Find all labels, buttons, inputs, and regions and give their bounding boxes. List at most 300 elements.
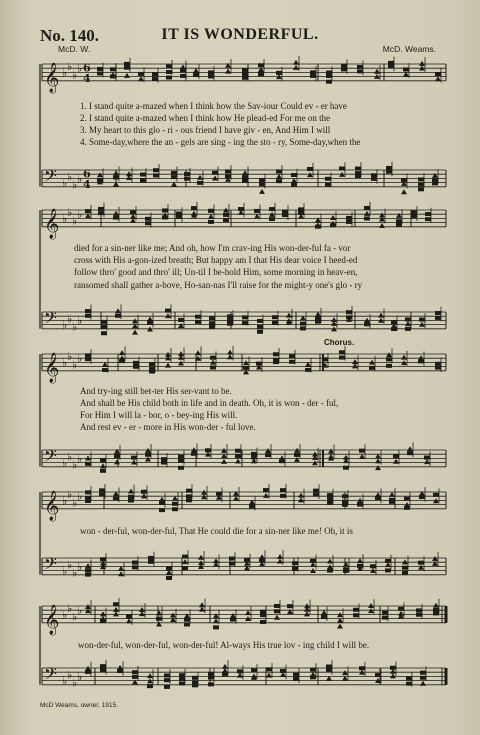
- note-head: [433, 611, 439, 615]
- note-head: [402, 571, 408, 575]
- note-head: [321, 614, 327, 618]
- note-head: [294, 457, 300, 462]
- note-head: [433, 603, 439, 608]
- note-head: [420, 681, 426, 686]
- treble-clef: 𝄞: [44, 208, 60, 239]
- note-head: [197, 181, 203, 185]
- note-head: [85, 573, 91, 577]
- note-head: [257, 330, 263, 334]
- note-head: [416, 613, 422, 617]
- note-head: [389, 500, 395, 504]
- note-head: [327, 501, 333, 505]
- note-head: [391, 327, 397, 331]
- key-signature-flat: ♭: [72, 676, 78, 690]
- note-head: [435, 362, 441, 366]
- note-head: [164, 685, 170, 689]
- note-head: [164, 674, 170, 678]
- note-head: [286, 313, 292, 318]
- bass-clef: 𝄢: [44, 445, 57, 470]
- note-head: [257, 319, 263, 323]
- note-head: [251, 668, 257, 672]
- note-head: [393, 459, 399, 464]
- note-head: [280, 488, 286, 492]
- key-signature-flat: ♭: [72, 496, 78, 510]
- note-head: [401, 355, 407, 360]
- note-head: [131, 456, 137, 460]
- note-head: [337, 624, 343, 629]
- note-head: [398, 607, 404, 611]
- note-head: [193, 73, 199, 77]
- note-head: [339, 356, 345, 360]
- note-head: [213, 613, 219, 618]
- note-head: [273, 352, 279, 356]
- note-head: [184, 172, 190, 176]
- note-head: [85, 490, 91, 494]
- note-head: [182, 559, 188, 564]
- note-head: [172, 507, 178, 511]
- note-head: [132, 670, 138, 674]
- note-head: [371, 177, 377, 181]
- note-head: [147, 684, 153, 688]
- note-head: [128, 495, 134, 499]
- note-head: [99, 493, 105, 497]
- note-head: [114, 459, 120, 464]
- note-head: [279, 459, 285, 463]
- note-head: [375, 458, 381, 463]
- note-head: [227, 350, 233, 355]
- note-head: [235, 449, 241, 453]
- note-head: [195, 320, 201, 324]
- note-head: [179, 677, 185, 681]
- note-head: [382, 616, 388, 620]
- note-head: [199, 602, 205, 607]
- note-head: [364, 322, 370, 326]
- treble-clef: 𝄞: [44, 604, 60, 635]
- note-head: [133, 365, 139, 369]
- key-signature-flat: ♭: [62, 176, 68, 190]
- note-head: [118, 571, 124, 576]
- note-head: [85, 462, 91, 466]
- note-head: [263, 488, 269, 492]
- key-signature-flat: ♭: [67, 488, 73, 502]
- key-signature-flat: ♭: [62, 66, 68, 80]
- note-head: [418, 187, 424, 191]
- note-head: [411, 210, 417, 214]
- note-head: [85, 499, 91, 503]
- note-head: [128, 499, 134, 503]
- note-head: [115, 314, 121, 318]
- note-head: [97, 71, 103, 75]
- lyric-line: 1. I stand quite a-mazed when I think how the Sav-iour Could ev - er have: [80, 101, 347, 111]
- note-head: [221, 448, 227, 453]
- note-head: [364, 216, 370, 220]
- lyric-line: cross with His a-gon-ized breath; But happy am I that His dear voice I heed-ed: [74, 255, 358, 265]
- note-head: [166, 76, 172, 80]
- note-head: [257, 325, 263, 329]
- note-head: [178, 323, 184, 328]
- note-head: [359, 449, 365, 453]
- note-head: [379, 223, 385, 228]
- note-head: [198, 555, 204, 560]
- bass-clef: 𝄢: [44, 307, 57, 332]
- note-head: [113, 497, 119, 501]
- note-head: [85, 670, 91, 674]
- note-head: [235, 454, 241, 458]
- note-head: [315, 320, 321, 324]
- note-head: [229, 557, 235, 561]
- note-head: [100, 611, 106, 616]
- note-head: [115, 308, 121, 313]
- lyric-line: And try-ing still bet-ter His ser-vant to be.: [80, 386, 232, 396]
- note-head: [258, 72, 264, 76]
- note-head: [327, 497, 333, 501]
- note-head: [274, 615, 280, 620]
- note-head: [126, 614, 132, 618]
- note-head: [131, 459, 137, 464]
- note-head: [178, 318, 184, 322]
- note-head: [374, 69, 380, 74]
- note-head: [172, 502, 178, 506]
- note-head: [407, 451, 413, 455]
- note-head: [199, 607, 205, 612]
- key-signature-flat: ♭: [67, 312, 73, 326]
- key-signature-flat: ♭: [72, 358, 78, 372]
- note-head: [369, 366, 375, 370]
- note-head: [386, 352, 392, 357]
- note-head: [254, 209, 260, 213]
- note-head: [276, 179, 282, 183]
- note-head: [212, 171, 218, 175]
- key-signature-flat: ♭: [62, 318, 68, 332]
- note-head: [368, 608, 374, 613]
- note-head: [191, 206, 197, 210]
- note-head: [178, 455, 184, 459]
- note-head: [396, 213, 402, 218]
- key-signature-flat: ♭: [62, 608, 68, 622]
- note-head: [321, 610, 327, 615]
- note-head: [269, 217, 275, 221]
- bass-clef: 𝄢: [44, 165, 57, 190]
- note-head: [148, 560, 154, 564]
- note-head: [293, 60, 299, 65]
- note-head: [184, 618, 190, 622]
- key-signature-flat: ♭: [77, 172, 83, 186]
- time-signature-bottom: 4: [83, 177, 91, 191]
- note-head: [307, 172, 313, 177]
- note-head: [353, 608, 359, 612]
- note-head: [327, 569, 333, 573]
- note-head: [425, 212, 431, 216]
- note-head: [435, 366, 441, 370]
- lyric-line: 3. My heart to this glo - ri - ous friend I have giv - en, And Him I will: [80, 125, 331, 135]
- note-head: [277, 559, 283, 564]
- note-head: [258, 63, 264, 67]
- note-head: [242, 72, 248, 76]
- note-head: [124, 66, 130, 70]
- note-head: [97, 172, 103, 177]
- note-head: [166, 576, 172, 580]
- note-head: [132, 675, 138, 679]
- note-head: [110, 67, 116, 71]
- key-signature-flat: ♭: [67, 602, 73, 616]
- note-head: [291, 182, 297, 186]
- note-head: [272, 321, 278, 325]
- note-head: [419, 61, 425, 66]
- note-head: [101, 331, 107, 335]
- note-head: [386, 166, 392, 170]
- note-head: [249, 504, 255, 508]
- note-head: [304, 611, 310, 616]
- note-head: [260, 620, 266, 624]
- note-head: [233, 491, 239, 496]
- note-head: [132, 323, 138, 328]
- key-signature-flat: ♭: [77, 452, 83, 466]
- note-head: [404, 506, 410, 510]
- note-head: [138, 72, 144, 76]
- note-head: [153, 173, 159, 177]
- note-head: [266, 667, 272, 671]
- note-head: [310, 70, 316, 74]
- note-head: [269, 207, 275, 211]
- note-head: [145, 453, 151, 457]
- note-head: [178, 466, 184, 470]
- note-head: [370, 564, 376, 568]
- note-head: [85, 309, 91, 313]
- note-head: [208, 220, 214, 224]
- note-head: [326, 664, 332, 668]
- key-signature-flat: ♭: [67, 558, 73, 572]
- note-head: [229, 562, 235, 566]
- note-head: [343, 466, 349, 470]
- note-head: [208, 70, 214, 74]
- note-head: [418, 182, 424, 186]
- note-head: [364, 211, 370, 216]
- note-head: [259, 178, 265, 182]
- note-head: [221, 459, 227, 464]
- note-head: [113, 170, 119, 175]
- note-head: [274, 604, 280, 608]
- note-head: [119, 350, 125, 355]
- note-head: [171, 171, 177, 175]
- key-signature-flat: ♭: [72, 178, 78, 192]
- chorus-lyric-line: won - der-ful, won-der-ful, That He could die for a sin-ner like me! Oh, it is: [80, 526, 353, 536]
- note-head: [195, 350, 201, 355]
- note-head: [287, 609, 293, 614]
- note-head: [402, 566, 408, 570]
- note-head: [289, 360, 295, 364]
- note-head: [280, 494, 286, 498]
- note-head: [355, 175, 361, 179]
- note-head: [325, 182, 331, 186]
- note-head: [113, 175, 119, 179]
- note-head: [176, 215, 182, 219]
- key-signature-flat: ♭: [77, 604, 83, 618]
- note-head: [243, 369, 249, 374]
- note-head: [310, 74, 316, 78]
- composer-credit: McD. Weams.: [382, 44, 436, 54]
- note-head: [385, 568, 391, 572]
- lyricist-credit: McD. W.: [58, 44, 91, 54]
- note-head: [148, 556, 154, 560]
- note-head: [208, 209, 214, 213]
- note-head: [298, 497, 304, 502]
- note-head: [313, 493, 319, 497]
- note-head: [166, 70, 172, 74]
- note-head: [420, 671, 426, 675]
- note-head: [292, 567, 298, 571]
- note-head: [424, 456, 430, 460]
- note-head: [294, 453, 300, 457]
- note-head: [273, 360, 279, 364]
- lyric-line: And shall be His child both in life and in death. Oh, it is won - der - ful,: [80, 398, 339, 408]
- key-signature-flat: ♭: [72, 458, 78, 472]
- key-signature-flat: ♭: [62, 674, 68, 688]
- note-head: [330, 215, 336, 220]
- note-head: [282, 213, 288, 217]
- note-head: [132, 679, 138, 684]
- note-head: [101, 325, 107, 329]
- note-head: [184, 622, 190, 626]
- note-head: [401, 189, 407, 194]
- note-head: [357, 65, 363, 69]
- note-head: [390, 673, 396, 678]
- note-head: [342, 670, 348, 675]
- note-head: [310, 668, 316, 672]
- note-head: [176, 212, 182, 216]
- note-head: [113, 211, 119, 216]
- note-head: [133, 361, 139, 365]
- note-head: [330, 223, 336, 227]
- note-head: [145, 221, 151, 225]
- note-head: [171, 175, 177, 179]
- note-head: [289, 354, 295, 358]
- note-head: [85, 568, 91, 572]
- note-head: [433, 608, 439, 612]
- key-signature-flat: ♭: [62, 356, 68, 370]
- note-head: [328, 449, 334, 454]
- note-head: [293, 677, 299, 681]
- treble-clef: 𝄞: [44, 62, 60, 93]
- note-head: [230, 613, 236, 618]
- note-head: [242, 170, 248, 175]
- note-head: [145, 217, 151, 221]
- note-head: [159, 501, 165, 505]
- note-head: [119, 359, 125, 363]
- note-head: [210, 356, 216, 360]
- note-head: [222, 673, 228, 677]
- key-signature-flat: ♭: [77, 670, 83, 684]
- note-head: [346, 310, 352, 314]
- note-head: [208, 214, 214, 219]
- note-head: [140, 178, 146, 182]
- note-head: [156, 617, 162, 621]
- lyric-line: And rest ev - er - more in His won-der - ful love.: [80, 422, 256, 432]
- note-head: [364, 206, 370, 210]
- note-head: [124, 62, 130, 66]
- note-head: [156, 610, 162, 615]
- note-head: [242, 76, 248, 80]
- note-head: [425, 217, 431, 221]
- note-head: [192, 676, 198, 680]
- note-head: [113, 607, 119, 612]
- note-head: [326, 71, 332, 75]
- note-head: [359, 454, 365, 459]
- note-head: [368, 603, 374, 608]
- note-head: [193, 68, 199, 73]
- note-head: [113, 611, 119, 616]
- note-head: [388, 61, 394, 65]
- key-signature-flat: ♭: [77, 490, 83, 504]
- key-signature-flat: ♭: [67, 668, 73, 682]
- note-head: [378, 313, 384, 318]
- note-head: [357, 69, 363, 73]
- note-head: [389, 492, 395, 497]
- note-head: [113, 602, 119, 606]
- note-head: [191, 452, 197, 456]
- note-head: [339, 350, 345, 354]
- note-head: [225, 169, 231, 173]
- note-head: [298, 207, 304, 211]
- note-head: [393, 454, 399, 458]
- note-head: [165, 309, 171, 313]
- note-head: [100, 619, 106, 623]
- note-head: [260, 613, 266, 617]
- note-head: [156, 622, 162, 627]
- note-head: [282, 210, 288, 214]
- note-head: [178, 459, 184, 463]
- note-head: [293, 673, 299, 677]
- note-head: [145, 456, 151, 461]
- note-head: [210, 365, 216, 369]
- lyric-line: 2. I stand quite a-mazed when I think how He plead-ed For me on the: [80, 113, 331, 123]
- note-head: [98, 211, 104, 215]
- note-head: [201, 494, 207, 499]
- note-head: [170, 613, 176, 618]
- note-head: [242, 178, 248, 182]
- note-head: [114, 454, 120, 458]
- note-head: [178, 360, 184, 365]
- note-head: [223, 218, 229, 222]
- lyric-line: 4. Some-day,where the an - gels are sing - ing the sto - ry, Some-day,when the: [80, 137, 361, 147]
- lyric-line: ransomed shall gather a-bove, Ho-san-nas I'll raise for the might-y one's glo - ry: [74, 280, 363, 290]
- note-head: [258, 67, 264, 72]
- note-head: [208, 676, 214, 680]
- note-head: [251, 452, 257, 456]
- note-head: [223, 213, 229, 217]
- key-signature-flat: ♭: [72, 320, 78, 334]
- note-head: [213, 625, 219, 629]
- note-head: [407, 446, 413, 451]
- key-signature-flat: ♭: [62, 494, 68, 508]
- note-head: [85, 353, 91, 357]
- note-head: [419, 495, 425, 499]
- key-signature-flat: ♭: [72, 566, 78, 580]
- note-head: [132, 318, 138, 323]
- note-head: [375, 496, 381, 500]
- note-head: [342, 503, 348, 507]
- note-head: [113, 216, 119, 220]
- note-head: [100, 664, 106, 668]
- note-head: [162, 208, 168, 212]
- note-head: [341, 64, 347, 68]
- note-head: [124, 73, 130, 78]
- key-signature-flat: ♭: [77, 62, 83, 76]
- key-signature-flat: ♭: [77, 352, 83, 366]
- note-head: [209, 325, 215, 329]
- note-head: [300, 326, 306, 330]
- note-head: [313, 489, 319, 493]
- key-signature-flat: ♭: [67, 450, 73, 464]
